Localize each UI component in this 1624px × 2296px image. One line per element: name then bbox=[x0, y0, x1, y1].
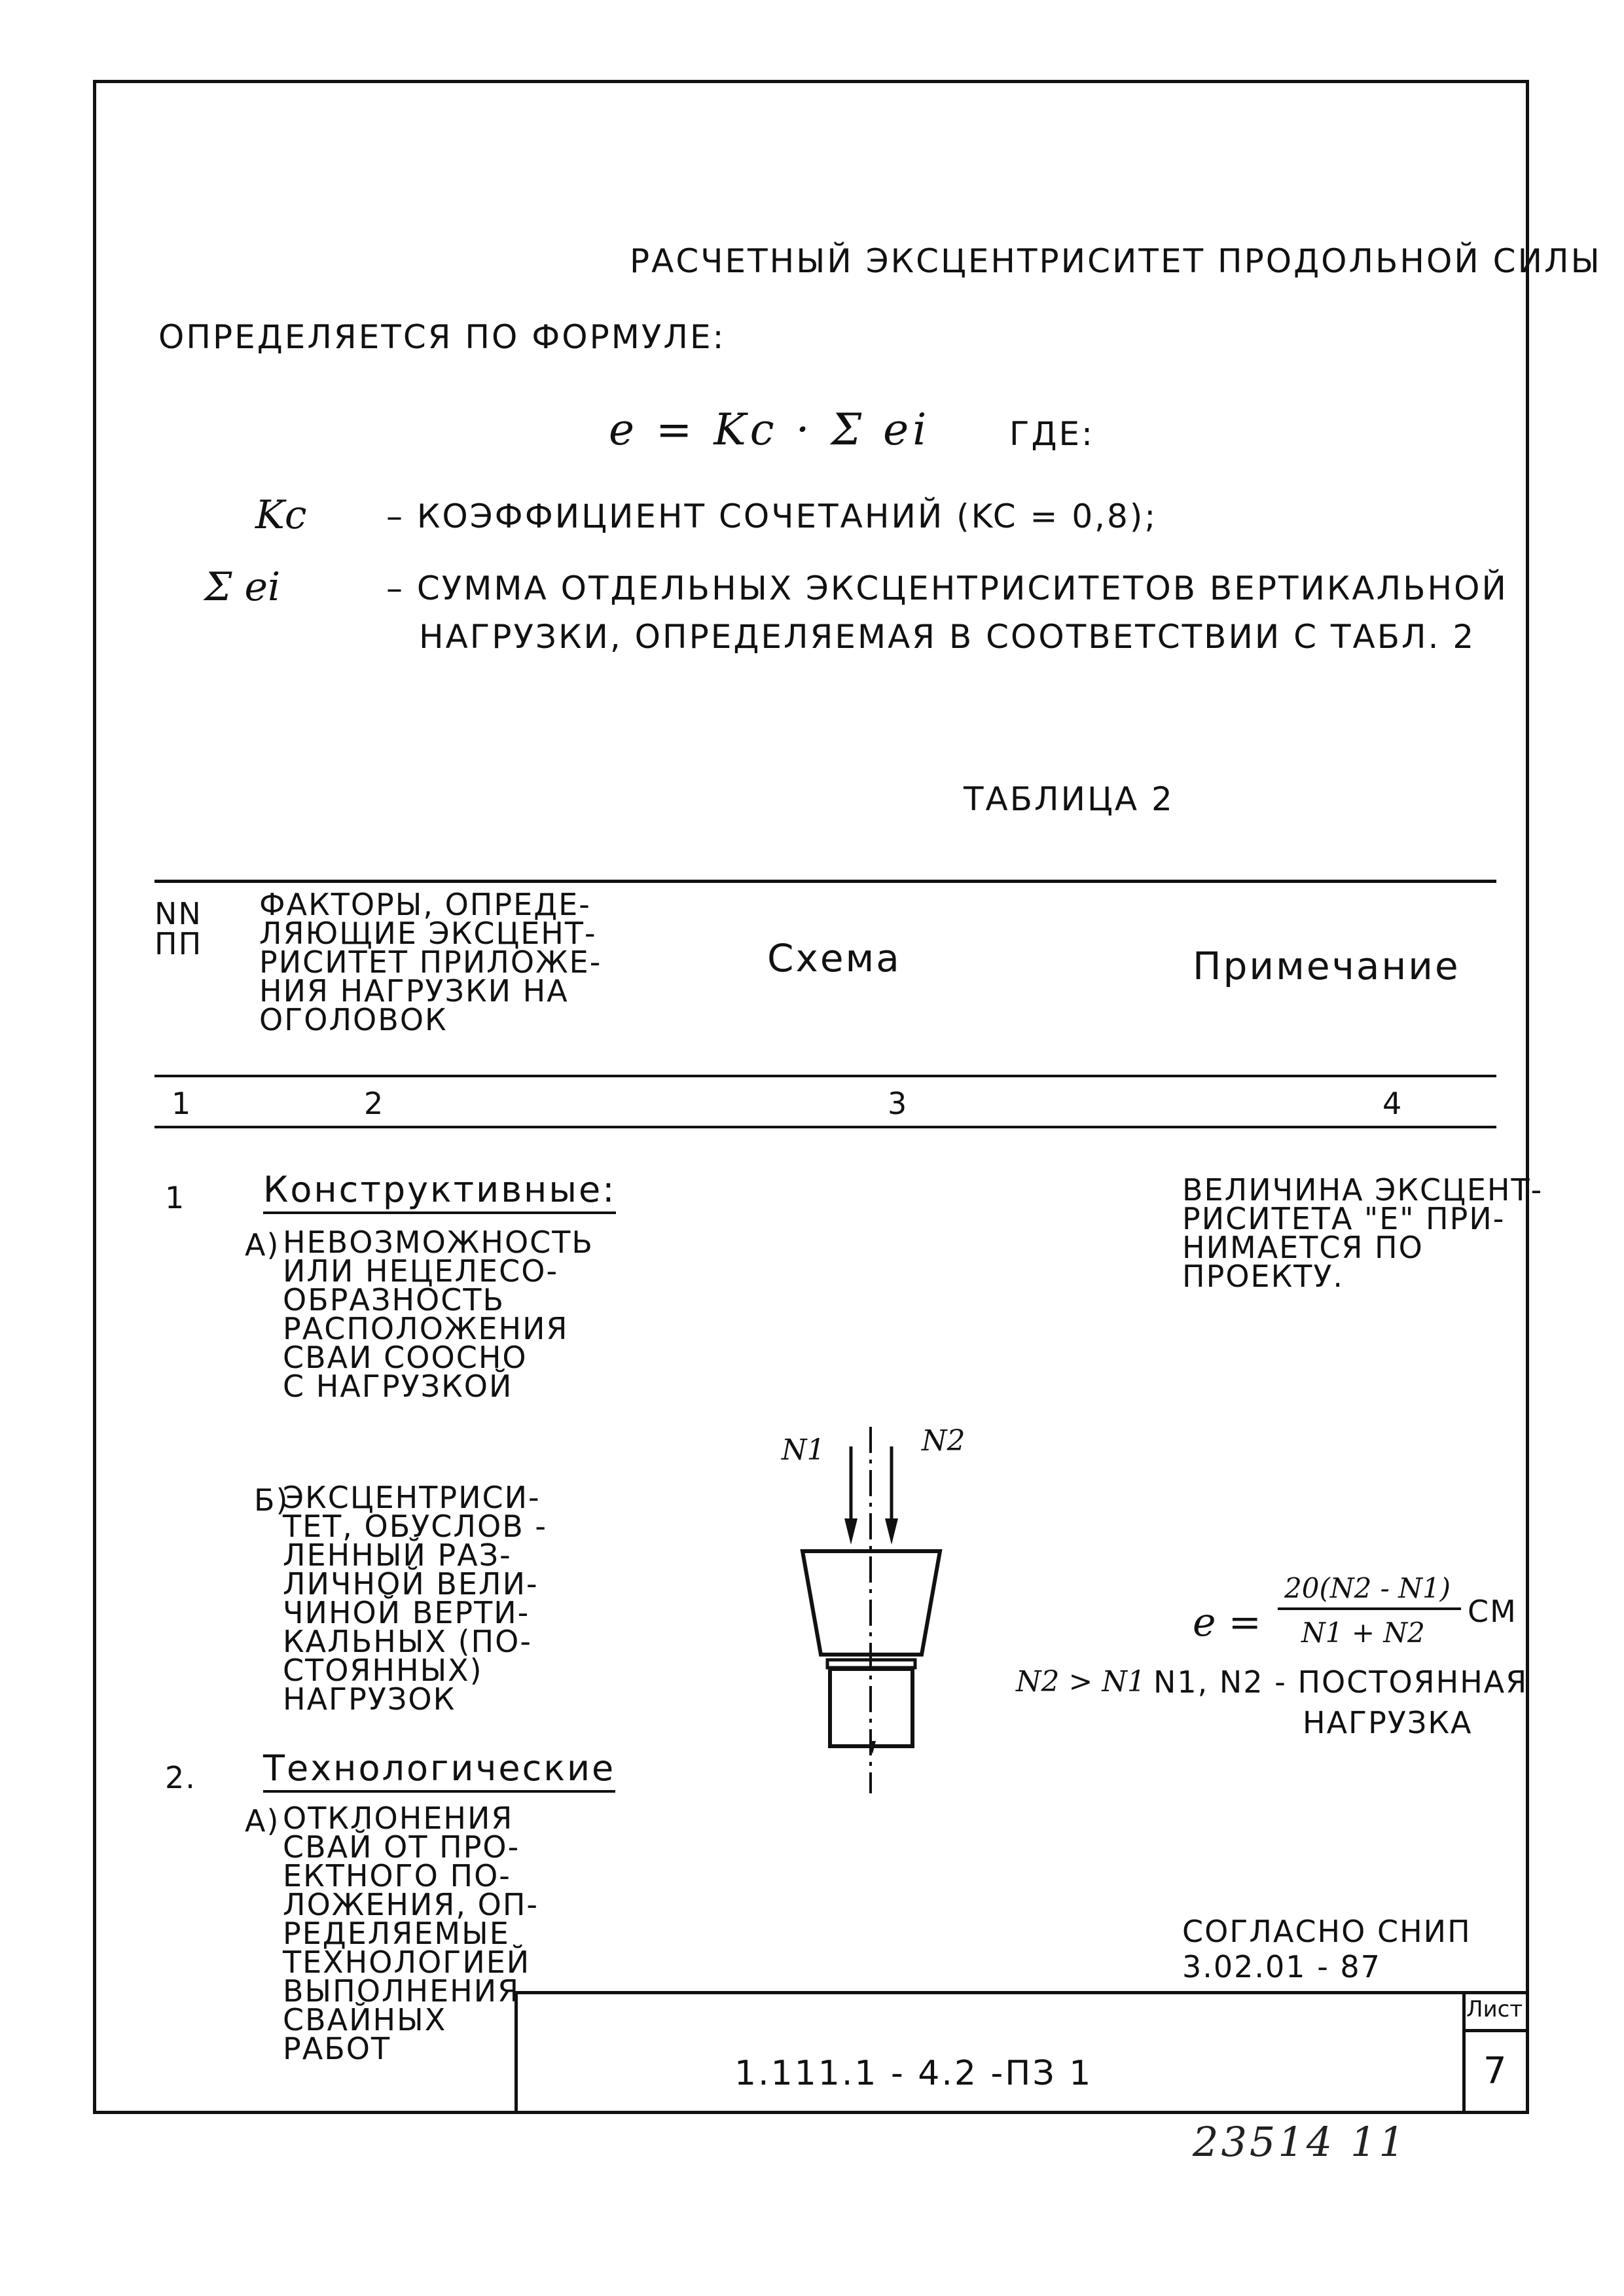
column-number-2: 2 bbox=[364, 1086, 385, 1121]
scheme-force-n1-arrow bbox=[844, 1518, 857, 1545]
row-2-number: 2. bbox=[165, 1760, 196, 1795]
note-formula-unit: СМ bbox=[1468, 1594, 1517, 1629]
row-2-a-note bbox=[1182, 1914, 1471, 1984]
scheme-label-n2: N2 bbox=[922, 1424, 965, 1458]
row-1-number: 1 bbox=[165, 1180, 186, 1215]
note-formula-lhs: e = bbox=[1193, 1600, 1261, 1645]
row-1-a-note-line: НИМАЕТСЯ ПО bbox=[1182, 1230, 1424, 1265]
row-1-a-label: А) bbox=[245, 1227, 280, 1263]
definition-text-sum: – СУММА ОТДЕЛЬНЫХ ЭКСЦЕНТРИСИТЕТОВ ВЕРТИКАЛЬНОЙ bbox=[386, 569, 1508, 607]
note-formula-numerator: 20(N2 - N1) bbox=[1284, 1572, 1451, 1604]
row-1-a-note-line: РИСИТЕТА "Е" ПРИ- bbox=[1182, 1201, 1506, 1236]
header-scheme: Схема bbox=[767, 936, 901, 980]
intro-line-2: ОПРЕДЕЛЯЕТСЯ ПО ФОРМУЛЕ: bbox=[158, 318, 726, 356]
scheme-label-n1: N1 bbox=[782, 1433, 825, 1467]
row-1-b-text-line: КАЛЬНЫХ (ПО- bbox=[283, 1624, 532, 1659]
header-factors-line: РИСИТЕТ ПРИЛОЖЕ- bbox=[259, 944, 602, 980]
row-1-b-text-line: ЛЕННЫЙ РАЗ- bbox=[283, 1537, 512, 1573]
row-1-a-text-line: РАСПОЛОЖЕНИЯ bbox=[283, 1311, 569, 1346]
row-1-a-text bbox=[283, 1225, 594, 1404]
row-1-a-note-line: ВЕЛИЧИНА ЭКСЦЕНТ- bbox=[1182, 1172, 1543, 1208]
row-1-a-text-line: С НАГРУЗКОЙ bbox=[283, 1369, 513, 1404]
header-factors-line: ОГОЛОВОК bbox=[259, 1002, 448, 1037]
row-1-b-label: Б) bbox=[254, 1482, 289, 1518]
row-2-a-text-line: ЕКТНОГО ПО- bbox=[283, 1858, 511, 1893]
main-formula: e = Kc · Σ ei bbox=[609, 404, 931, 455]
row-1-a-text-line: ОБРАЗНОСТЬ bbox=[283, 1282, 505, 1318]
header-factors-line: НИЯ НАГРУЗКИ НА bbox=[259, 973, 569, 1009]
row-1-a-note bbox=[1182, 1172, 1543, 1294]
header-note: Примечание bbox=[1193, 944, 1460, 988]
column-number-3: 3 bbox=[888, 1086, 909, 1121]
header-factors bbox=[259, 887, 602, 1037]
row-2-a-text-line: РЕДЕЛЯЕМЫЕ bbox=[283, 1916, 510, 1951]
row-1-a-text-line: ИЛИ НЕЦЕЛЕСО- bbox=[283, 1253, 559, 1289]
pile-head-scheme bbox=[772, 1427, 995, 1793]
document-code: 1.111.1 - 4.2 -ПЗ 1 bbox=[734, 2054, 1093, 2093]
row-2-a-label: А) bbox=[245, 1803, 280, 1839]
scheme-force-n2-arrow bbox=[885, 1518, 898, 1545]
row-1-category bbox=[263, 1169, 616, 1210]
table-title: ТАБЛИЦА 2 bbox=[964, 780, 1174, 818]
row-1-a-text-line: СВАИ СООСНО bbox=[283, 1340, 528, 1375]
note-legend-line-2: НАГРУЗКА bbox=[1303, 1705, 1473, 1740]
row-2-a-text-line: ТЕХНОЛОГИЕЙ bbox=[283, 1945, 531, 1980]
row-2-category-text: Технологические bbox=[263, 1748, 615, 1793]
definition-symbol-kc: Kc bbox=[255, 492, 307, 538]
title-block-sheet-rule bbox=[1462, 2029, 1529, 2032]
row-2-a-text-line: СВАЙ ОТ ПРО- bbox=[283, 1829, 520, 1865]
row-1-b-text-line: НАГРУЗОК bbox=[283, 1681, 456, 1717]
row-2-a-note-line: СОГЛАСНО СНИП bbox=[1182, 1914, 1471, 1949]
definition-text-kc: – КОЭФФИЦИЕНТ СОЧЕТАНИЙ (KC = 0,8); bbox=[386, 497, 1158, 535]
row-2-a-text-line: СВАЙНЫХ bbox=[283, 2002, 447, 2037]
row-2-a-text-line: ЛОЖЕНИЯ, ОП- bbox=[283, 1887, 539, 1922]
header-factors-line: ЛЯЮЩИЕ ЭКСЦЕНТ- bbox=[259, 916, 597, 951]
title-block-divider bbox=[1462, 1991, 1466, 2114]
row-1-category-text: Конструктивные: bbox=[263, 1169, 616, 1214]
column-number-4: 4 bbox=[1382, 1086, 1403, 1121]
definition-symbol-sum: Σ ei bbox=[204, 564, 281, 610]
note-formula-fraction-bar bbox=[1278, 1607, 1461, 1610]
sheet-label: Лист bbox=[1466, 1996, 1523, 2022]
formula-where: ГДЕ: bbox=[1009, 415, 1094, 453]
row-1-b-text-line: ЛИЧНОЙ ВЕЛИ- bbox=[283, 1566, 539, 1602]
header-pp: ПП bbox=[154, 926, 203, 961]
row-1-b-text-line: ЧИНОЙ ВЕРТИ- bbox=[283, 1595, 530, 1630]
header-nn: NN bbox=[154, 896, 202, 931]
row-1-b-text-line: СТОЯННЫХ) bbox=[283, 1653, 483, 1688]
column-number-1: 1 bbox=[171, 1086, 192, 1121]
row-2-a-note-line: 3.02.01 - 87 bbox=[1182, 1949, 1381, 1984]
inventory-number: 23514 11 bbox=[1193, 2118, 1407, 2166]
row-2-a-text-line: РАБОТ bbox=[283, 2031, 391, 2066]
intro-line-1: РАСЧЕТНЫЙ ЭКСЦЕНТРИСИТЕТ ПРОДОЛЬНОЙ СИЛЫ bbox=[630, 242, 1602, 280]
header-factors-line: ФАКТОРЫ, ОПРЕДЕ- bbox=[259, 887, 591, 922]
row-2-a-text-line: ОТКЛОНЕНИЯ bbox=[283, 1801, 514, 1836]
note-legend-line-1: N1, N2 - ПОСТОЯННАЯ bbox=[1153, 1664, 1528, 1700]
row-2-a-text bbox=[283, 1801, 539, 2066]
column-number-rule bbox=[154, 1126, 1496, 1128]
row-1-b-text-line: ЭКСЦЕНТРИСИ- bbox=[283, 1480, 541, 1515]
scheme-label-relation: N2 > N1 bbox=[1016, 1665, 1146, 1698]
header-bottom-rule bbox=[154, 1075, 1496, 1077]
row-2-category bbox=[263, 1748, 615, 1789]
row-1-b-text-line: ТЕТ, ОБУСЛОВ - bbox=[283, 1509, 547, 1544]
row-1-a-note-line: ПРОЕКТУ. bbox=[1182, 1259, 1344, 1294]
row-1-a-text-line: НЕВОЗМОЖНОСТЬ bbox=[283, 1225, 594, 1260]
row-2-a-text-line: ВЫПОЛНЕНИЯ bbox=[283, 1973, 520, 2009]
table-top-rule bbox=[154, 880, 1496, 883]
definition-text-sum-cont: НАГРУЗКИ, ОПРЕДЕЛЯЕМАЯ В СООТВЕТСТВИИ С ТАБЛ. 2 bbox=[419, 618, 1476, 656]
title-block bbox=[514, 1991, 1529, 2114]
sheet-number: 7 bbox=[1483, 2050, 1507, 2092]
note-formula-denominator: N1 + N2 bbox=[1301, 1617, 1425, 1649]
row-1-b-text bbox=[283, 1480, 547, 1717]
